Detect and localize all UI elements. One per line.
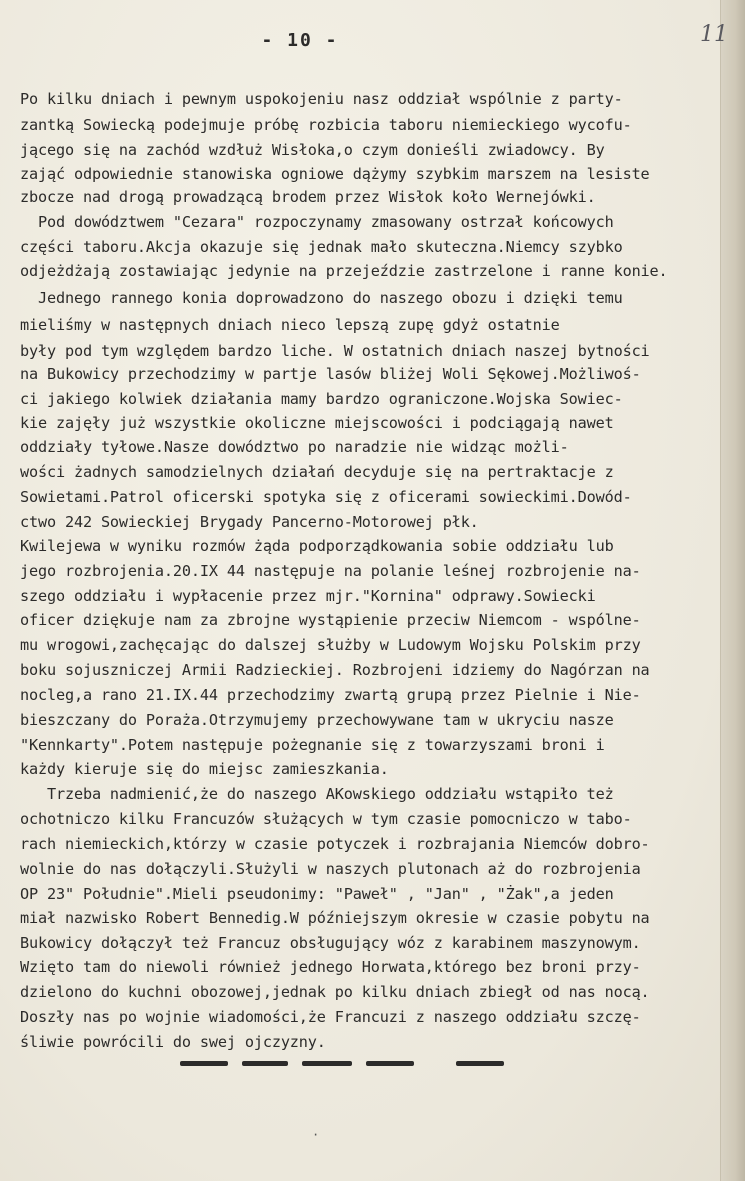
- text-line: Pod dowództwem "Cezara" rozpoczynamy zmasowany ostrzał końcowych: [20, 213, 614, 231]
- text-line: Sowietami.Patrol oficerski spotyka się z oficerami sowieckimi.Dowód-: [20, 488, 632, 506]
- text-line: zająć odpowiednie stanowiska ogniowe dążymy szybkim marszem na lesiste: [20, 165, 650, 183]
- text-line: OP 23" Południe".Mieli pseudonimy: "Paweł" , "Jan" , "Żak",a jeden: [20, 885, 614, 903]
- text-line: na Bukowicy przechodzimy w partje lasów bliżej Woli Sękowej.Możliwoś-: [20, 365, 641, 383]
- text-line: Kwilejewa w wyniku rozmów żąda podporządkowania sobie oddziału lub: [20, 537, 614, 555]
- text-line: kie zajęły już wszystkie okoliczne miejscowości i podciągają nawet: [20, 414, 614, 432]
- text-line: ctwo 242 Sowieckiej Brygady Pancerno-Motorowej płk.: [20, 513, 479, 531]
- text-line: były pod tym względem bardzo liche. W ostatnich dniach naszej bytności: [20, 342, 650, 360]
- text-line: każdy kieruje się do miejsc zamieszkania.: [20, 760, 389, 778]
- dash-segment: [302, 1061, 352, 1066]
- text-line: bieszczany do Poraża.Otrzymujemy przechowywane tam w ukryciu nasze: [20, 711, 614, 729]
- text-line: zbocze nad drogą prowadzącą brodem przez Wisłok koło Wernejówki.: [20, 188, 596, 206]
- text-line: mu wrogowi,zachęcając do dalszej służby w Ludowym Wojsku Polskim przy: [20, 636, 641, 654]
- text-line: miał nazwisko Robert Bennedig.W późniejszym okresie w czasie pobytu na: [20, 909, 650, 927]
- text-line: zantką Sowiecką podejmuje próbę rozbicia taboru niemieckiego wycofu-: [20, 116, 632, 134]
- text-line: Doszły nas po wojnie wiadomości,że Francuzi z naszego oddziału szczę-: [20, 1008, 641, 1026]
- text-line: śliwie powrócili do swej ojczyzny.: [20, 1033, 326, 1051]
- text-line: rach niemieckich,którzy w czasie potyczek i rozbrajania Niemców dobro-: [20, 835, 650, 853]
- text-line: Wzięto tam do niewoli również jednego Horwata,którego bez broni przy-: [20, 958, 641, 976]
- text-line: dzielono do kuchni obozowej,jednak po kilku dniach zbiegł od nas nocą.: [20, 983, 650, 1001]
- text-line: oddziały tyłowe.Nasze dowództwo po naradzie nie widząc możli-: [20, 438, 569, 456]
- text-line: Trzeba nadmienić,że do naszego AKowskiego oddziału wstąpiło też: [20, 785, 614, 803]
- bottom-mark: ·: [312, 1128, 320, 1142]
- dash-segment: [456, 1061, 504, 1066]
- text-line: Jednego rannego konia doprowadzono do naszego obozu i dzięki temu: [20, 289, 623, 307]
- dash-segment: [180, 1061, 228, 1066]
- text-line: Po kilku dniach i pewnym uspokojeniu nasz oddział wspólnie z party-: [20, 90, 623, 108]
- dash-segment: [366, 1061, 414, 1066]
- text-line: "Kennkarty".Potem następuje pożegnanie się z towarzyszami broni i: [20, 736, 605, 754]
- text-line: szego oddziału i wypłacenie przez mjr."Kornina" odprawy.Sowiecki: [20, 587, 596, 605]
- text-line: Bukowicy dołączył też Francuz obsługujący wóz z karabinem maszynowym.: [20, 934, 641, 952]
- text-line: mieliśmy w następnych dniach nieco lepszą zupę gdyż ostatnie: [20, 316, 560, 334]
- text-line: jego rozbrojenia.20.IX 44 następuje na polanie leśnej rozbrojenie na-: [20, 562, 641, 580]
- text-line: wolnie do nas dołączyli.Służyli w naszych plutonach aż do rozbrojenia: [20, 860, 641, 878]
- text-line: ochotniczo kilku Francuzów służących w tym czasie pomocniczo w tabo-: [20, 810, 632, 828]
- page-number: - 10 -: [261, 30, 339, 51]
- text-line: jącego się na zachód wzdłuż Wisłoka,o czym donieśli zwiadowcy. By: [20, 141, 605, 159]
- text-line: oficer dziękuje nam za zbrojne wystąpienie przeciw Niemcom - wspólne-: [20, 611, 641, 629]
- text-line: nocleg,a rano 21.IX.44 przechodzimy zwartą grupą przez Pielnie i Nie-: [20, 686, 641, 704]
- dash-segment: [242, 1061, 288, 1066]
- closing-dash-rule: [180, 1058, 540, 1068]
- text-line: części taboru.Akcja okazuje się jednak mało skuteczna.Niemcy szybko: [20, 238, 623, 256]
- text-line: wości żadnych samodzielnych działań decyduje się na pertraktacje z: [20, 463, 614, 481]
- text-line: ci jakiego kolwiek działania mamy bardzo ograniczone.Wojska Sowiec-: [20, 390, 623, 408]
- text-line: boku sojuszniczej Armii Radzieckiej. Rozbrojeni idziemy do Nagórzan na: [20, 661, 650, 679]
- text-line: odjeżdżają zostawiając jedynie na przejeździe zastrzelone i ranne konie.: [20, 262, 668, 280]
- handwritten-page-number: 11: [700, 22, 728, 47]
